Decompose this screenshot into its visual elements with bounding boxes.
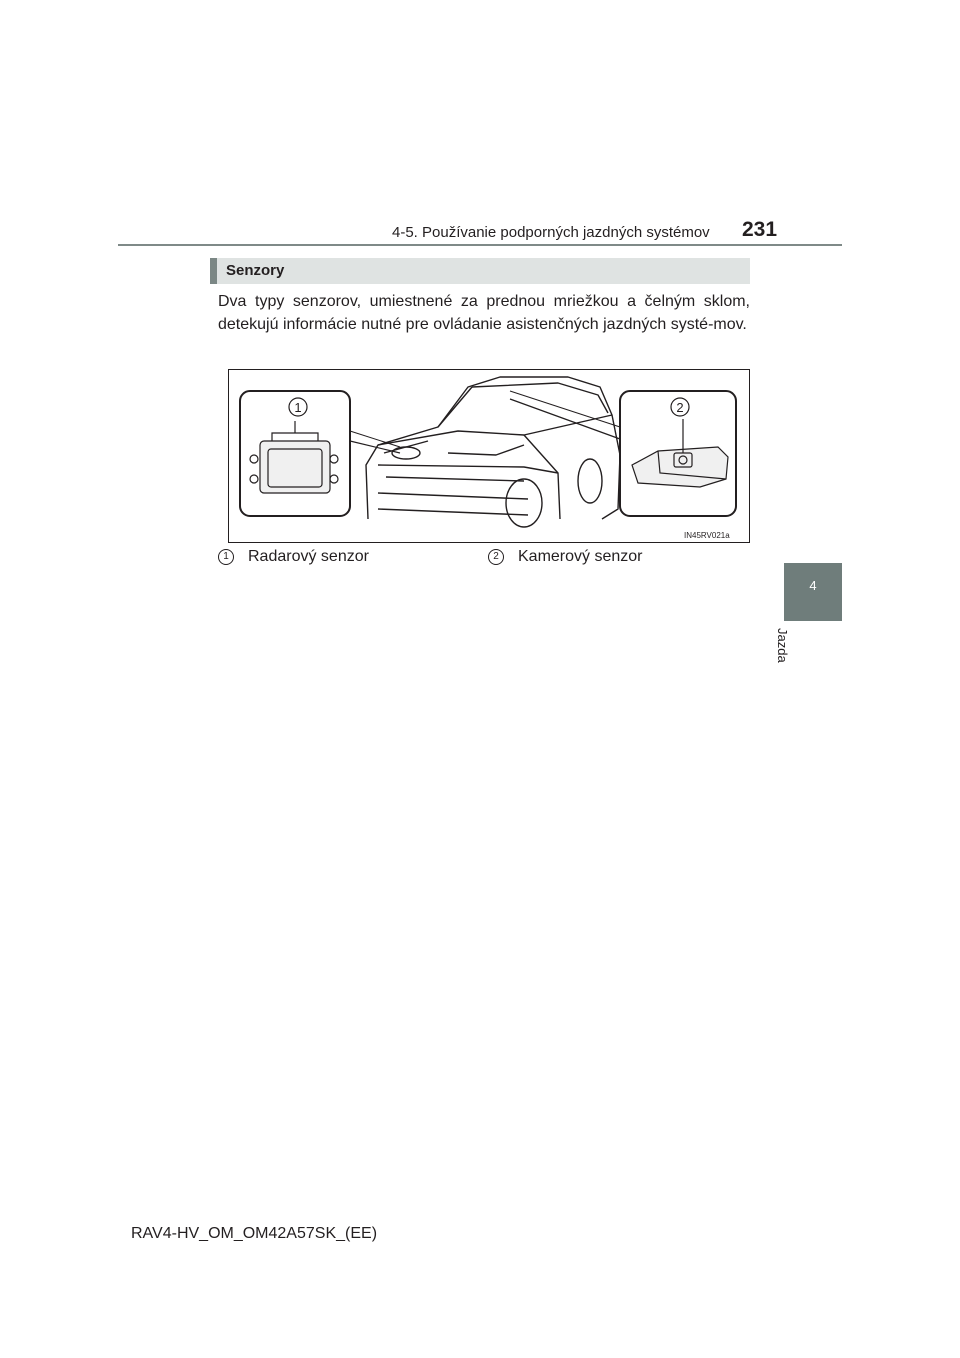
intro-paragraph: Dva typy senzorov, umiestnené za prednou mriežkou a čelným sklom, detekujú informácie nutné pre ovládanie asistenčných jazdných systé-mov. — [218, 293, 750, 333]
chapter-label-text: Jazda — [775, 628, 790, 663]
header-rule — [118, 244, 842, 246]
legend-label: Radarový senzor — [248, 548, 369, 565]
legend-label: Kamerový senzor — [518, 548, 643, 565]
legend-number: 1 — [218, 549, 234, 565]
footer-document-id: RAV4-HV_OM_OM42A57SK_(EE) — [131, 1225, 378, 1242]
page-number: 231 — [742, 218, 778, 241]
section-title: Senzory — [226, 262, 285, 279]
figure-code: IN45RV021a — [684, 531, 730, 540]
chapter-number: 4 — [809, 578, 817, 593]
running-header-title: 4-5. Používanie podporných jazdných systémov — [392, 224, 710, 241]
callout-2-label: 2 — [676, 400, 684, 415]
sensor-illustration — [228, 369, 750, 543]
chapter-label — [775, 628, 814, 674]
legend-number: 2 — [488, 549, 504, 565]
legend-item-radar — [218, 548, 369, 566]
section-heading-bar — [210, 258, 750, 284]
callout-1-label: 1 — [294, 400, 302, 415]
legend-item-camera — [488, 548, 643, 566]
